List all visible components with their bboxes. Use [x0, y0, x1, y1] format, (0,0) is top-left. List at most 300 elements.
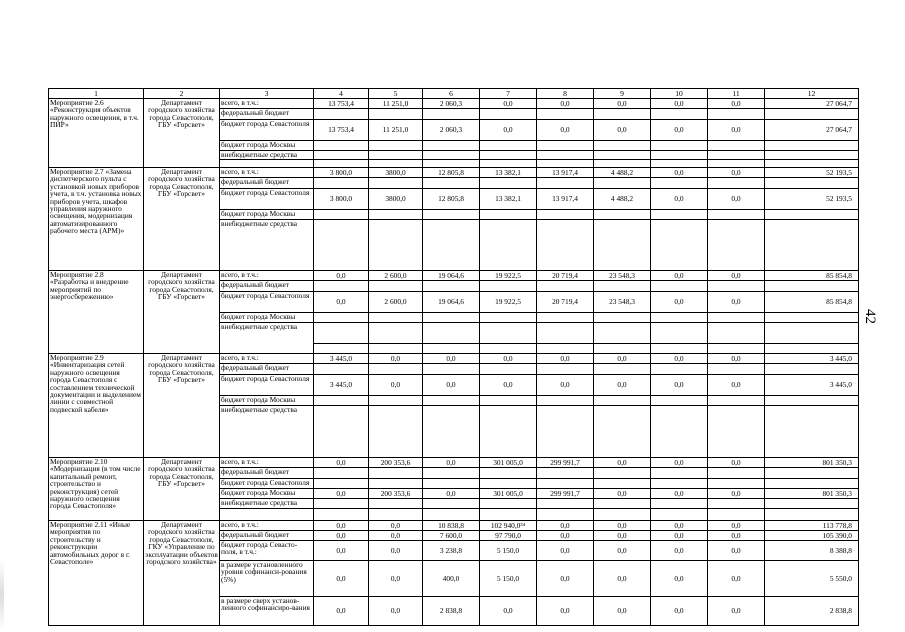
value-cell: 13 382,1	[480, 168, 537, 178]
empty-cell	[537, 323, 594, 344]
empty-cell	[423, 364, 480, 375]
value-cell: 12 805,8	[423, 189, 480, 210]
value-cell: 0,0	[651, 521, 708, 531]
value-cell: 13 917,4	[537, 168, 594, 178]
funding-label: бюджет города Севастополя	[220, 189, 314, 210]
funding-label: бюджет города Севастополя	[220, 292, 314, 313]
empty-cell	[594, 364, 651, 375]
value-cell: 2 600,0	[369, 292, 423, 313]
value-cell: 301 005,0	[480, 489, 537, 499]
empty-cell	[480, 178, 537, 189]
funding-label: бюджет города Севастополя	[220, 479, 314, 489]
empty-cell	[594, 210, 651, 220]
empty-cell	[369, 509, 423, 521]
value-cell: 0,0	[708, 189, 765, 210]
value-cell: 0,0	[537, 597, 594, 626]
value-cell: 0,0	[651, 168, 708, 178]
empty-cell	[480, 364, 537, 375]
empty-cell	[423, 468, 480, 479]
empty-cell	[765, 344, 859, 354]
empty-cell	[708, 141, 765, 151]
value-cell: 0,0	[314, 489, 369, 499]
funding-label: внебюджетные средства	[220, 499, 314, 509]
empty-cell	[651, 141, 708, 151]
empty-cell	[765, 479, 859, 489]
empty-cell	[480, 141, 537, 151]
empty-cell	[369, 281, 423, 292]
value-cell: 4 488,2	[594, 168, 651, 178]
funding-label: в размере установленного уровня софинанси-рования (5%)	[220, 561, 314, 597]
value-cell: 19 922,5	[480, 271, 537, 281]
empty-cell	[369, 220, 423, 271]
value-cell: 113 778,8	[765, 521, 859, 531]
value-cell: 19 922,5	[480, 292, 537, 313]
empty-cell	[765, 323, 859, 344]
empty-cell	[369, 141, 423, 151]
empty-cell	[594, 141, 651, 151]
empty-cell	[708, 479, 765, 489]
value-cell: 102 940,0³⁴	[480, 521, 537, 531]
empty-cell	[765, 313, 859, 323]
value-cell: 7 600,0	[423, 531, 480, 541]
measure-name: Мероприятие 2.6 «Реконструкция объектов наружного освещения, в т.ч. ПИР»	[49, 99, 144, 168]
funding-label: внебюджетные средства	[220, 406, 314, 458]
value-cell: 0,0	[651, 561, 708, 597]
value-cell: 0,0	[651, 189, 708, 210]
empty-cell	[480, 406, 537, 458]
empty-cell	[369, 364, 423, 375]
empty-cell	[480, 220, 537, 271]
empty-cell	[480, 160, 537, 168]
empty-cell	[594, 220, 651, 271]
value-cell: 801 350,3	[765, 489, 859, 499]
value-cell: 0,0	[708, 561, 765, 597]
empty-cell	[220, 509, 314, 521]
empty-cell	[765, 160, 859, 168]
empty-cell	[651, 323, 708, 344]
empty-cell	[594, 178, 651, 189]
empty-cell	[537, 141, 594, 151]
table-row	[49, 458, 859, 468]
value-cell: 0,0	[594, 561, 651, 597]
value-cell: 3 238,8	[423, 541, 480, 561]
value-cell: 0,0	[651, 271, 708, 281]
empty-cell	[314, 178, 369, 189]
value-cell: 0,0	[708, 168, 765, 178]
empty-cell	[314, 406, 369, 458]
value-cell: 200 353,6	[369, 458, 423, 468]
empty-cell	[765, 499, 859, 509]
value-cell: 0,0	[537, 375, 594, 396]
empty-cell	[651, 160, 708, 168]
empty-cell	[369, 109, 423, 120]
value-cell: 0,0	[708, 458, 765, 468]
empty-cell	[765, 178, 859, 189]
empty-cell	[708, 210, 765, 220]
empty-cell	[314, 468, 369, 479]
funding-label: бюджет города Севастополя	[220, 375, 314, 396]
executor: Департамент городского хозяйства города Севастополя, ГБУ «Горсвет»	[144, 168, 220, 271]
value-cell: 0,0	[708, 597, 765, 626]
funding-label: всего, в т.ч.:	[220, 99, 314, 109]
empty-cell	[220, 160, 314, 168]
empty-cell	[708, 281, 765, 292]
value-cell: 0,0	[314, 597, 369, 626]
funding-label: в размере сверх установ-ленного софинансиро-вания	[220, 597, 314, 626]
empty-cell	[314, 151, 369, 160]
funding-label: федеральный бюджет	[220, 109, 314, 120]
empty-cell	[765, 109, 859, 120]
scan-edge-shadow	[0, 560, 4, 630]
value-cell: 5 150,0	[480, 541, 537, 561]
value-cell: 5 550,0	[765, 561, 859, 597]
funding-label: всего, в т.ч.:	[220, 458, 314, 468]
value-cell: 0,0	[480, 99, 537, 109]
value-cell: 0,0	[480, 120, 537, 141]
empty-cell	[314, 141, 369, 151]
value-cell: 11 251,0	[369, 99, 423, 109]
value-cell: 0,0	[369, 541, 423, 561]
value-cell: 0,0	[708, 531, 765, 541]
value-cell: 13 917,4	[537, 189, 594, 210]
empty-cell	[314, 210, 369, 220]
empty-cell	[537, 109, 594, 120]
empty-cell	[537, 210, 594, 220]
value-cell: 2 838,8	[765, 597, 859, 626]
value-cell: 0,0	[369, 375, 423, 396]
value-cell: 0,0	[314, 541, 369, 561]
value-cell: 0,0	[708, 120, 765, 141]
empty-cell	[314, 323, 369, 344]
value-cell: 52 193,5	[765, 168, 859, 178]
header-cell: 9	[594, 89, 651, 99]
empty-cell	[708, 109, 765, 120]
empty-cell	[314, 313, 369, 323]
value-cell: 0,0	[594, 99, 651, 109]
empty-cell	[708, 178, 765, 189]
value-cell: 0,0	[594, 458, 651, 468]
empty-cell	[651, 313, 708, 323]
empty-cell	[537, 396, 594, 406]
value-cell: 400,0	[423, 561, 480, 597]
funding-label: бюджет города Севастополя	[220, 120, 314, 141]
empty-cell	[537, 479, 594, 489]
header-row	[49, 89, 859, 99]
empty-cell	[708, 220, 765, 271]
value-cell: 0,0	[480, 375, 537, 396]
executor: Департамент городского хозяйства города Севастополя, ГБУ «Горсвет»	[144, 99, 220, 168]
value-cell: 0,0	[423, 354, 480, 364]
value-cell: 299 991,7	[537, 489, 594, 499]
empty-cell	[369, 323, 423, 344]
empty-cell	[651, 151, 708, 160]
header-cell: 5	[369, 89, 423, 99]
funding-label: федеральный бюджет	[220, 468, 314, 479]
empty-cell	[480, 509, 537, 521]
measure-name: Мероприятие 2.9 «Инвентаризация сетей наружного освещения города Севастополя с составлением технической документации и выделением линии с совместной подвеской кабеля»	[49, 354, 144, 458]
value-cell: 0,0	[651, 354, 708, 364]
empty-cell	[594, 344, 651, 354]
empty-cell	[314, 479, 369, 489]
value-cell: 0,0	[708, 541, 765, 561]
empty-cell	[708, 406, 765, 458]
value-cell: 85 854,8	[765, 292, 859, 313]
empty-cell	[480, 479, 537, 489]
executor: Департамент городского хозяйства города Севастополя, ГБУ «Горсвет»	[144, 458, 220, 521]
value-cell: 0,0	[708, 271, 765, 281]
empty-cell	[765, 406, 859, 458]
empty-cell	[480, 499, 537, 509]
value-cell: 0,0	[708, 489, 765, 499]
empty-cell	[651, 406, 708, 458]
value-cell: 10 838,8	[423, 521, 480, 531]
empty-cell	[765, 141, 859, 151]
value-cell: 0,0	[651, 541, 708, 561]
empty-cell	[480, 323, 537, 344]
value-cell: 0,0	[594, 489, 651, 499]
value-cell: 0,0	[708, 354, 765, 364]
measure-name: Мероприятие 2.7 «Замена диспетчерского пульта с установкой новых приборов учета, в т.ч. установка новых приборов учета, шкафов управления наружного освещения, модернизация автоматизированного рабочего места (АРМ)»	[49, 168, 144, 271]
empty-cell	[594, 151, 651, 160]
empty-cell	[314, 160, 369, 168]
empty-cell	[651, 220, 708, 271]
value-cell: 0,0	[708, 521, 765, 531]
empty-cell	[369, 151, 423, 160]
value-cell: 200 353,6	[369, 489, 423, 499]
value-cell: 0,0	[594, 120, 651, 141]
empty-cell	[314, 220, 369, 271]
value-cell: 13 753,4	[314, 120, 369, 141]
empty-cell	[594, 323, 651, 344]
value-cell: 0,0	[537, 120, 594, 141]
empty-cell	[423, 499, 480, 509]
value-cell: 0,0	[423, 489, 480, 499]
empty-cell	[537, 406, 594, 458]
measure-name: Мероприятие 2.8 «Разработка и внедрение мероприятий по энергосбережению»	[49, 271, 144, 354]
empty-cell	[594, 109, 651, 120]
empty-cell	[314, 499, 369, 509]
empty-cell	[369, 479, 423, 489]
value-cell: 3 445,0	[314, 354, 369, 364]
value-cell: 0,0	[651, 120, 708, 141]
value-cell: 0,0	[369, 531, 423, 541]
value-cell: 4 488,2	[594, 189, 651, 210]
value-cell: 0,0	[537, 521, 594, 531]
value-cell: 0,0	[423, 458, 480, 468]
table-row	[49, 521, 859, 531]
empty-cell	[369, 178, 423, 189]
funding-label: внебюджетные средства	[220, 151, 314, 160]
empty-cell	[423, 406, 480, 458]
empty-cell	[765, 210, 859, 220]
empty-cell	[537, 151, 594, 160]
empty-cell	[765, 281, 859, 292]
empty-cell	[314, 109, 369, 120]
value-cell: 27 064,7	[765, 99, 859, 109]
empty-cell	[537, 344, 594, 354]
value-cell: 3 445,0	[765, 354, 859, 364]
value-cell: 301 005,0	[480, 458, 537, 468]
value-cell: 13 753,4	[314, 99, 369, 109]
table-row	[49, 354, 859, 364]
value-cell: 0,0	[369, 561, 423, 597]
value-cell: 0,0	[369, 521, 423, 531]
value-cell: 0,0	[594, 531, 651, 541]
value-cell: 0,0	[480, 597, 537, 626]
funding-label: бюджет города Москвы	[220, 313, 314, 323]
header-cell: 6	[423, 89, 480, 99]
value-cell: 3 800,0	[314, 168, 369, 178]
empty-cell	[594, 281, 651, 292]
empty-cell	[651, 364, 708, 375]
empty-cell	[369, 344, 423, 354]
empty-cell	[480, 396, 537, 406]
value-cell: 0,0	[594, 354, 651, 364]
value-cell: 3 800,0	[314, 189, 369, 210]
empty-cell	[651, 396, 708, 406]
value-cell: 11 251,0	[369, 120, 423, 141]
page-number: 42	[862, 309, 878, 324]
empty-cell	[369, 210, 423, 220]
value-cell: 97 790,0	[480, 531, 537, 541]
empty-cell	[594, 160, 651, 168]
value-cell: 2 838,8	[423, 597, 480, 626]
empty-cell	[537, 160, 594, 168]
empty-cell	[480, 151, 537, 160]
value-cell: 85 854,8	[765, 271, 859, 281]
empty-cell	[708, 509, 765, 521]
empty-cell	[369, 313, 423, 323]
value-cell: 23 548,3	[594, 292, 651, 313]
empty-cell	[423, 178, 480, 189]
empty-cell	[423, 479, 480, 489]
value-cell: 0,0	[537, 531, 594, 541]
funding-label: федеральный бюджет	[220, 364, 314, 375]
value-cell: 0,0	[594, 541, 651, 561]
value-cell: 23 548,3	[594, 271, 651, 281]
empty-cell	[423, 109, 480, 120]
executor: Департамент городского хозяйства города Севастополя, ГБУ «Горсвет»	[144, 271, 220, 354]
measure-name: Мероприятие 2.11 «Иные мероприятия по строительству и реконструкции автомобильных дорог в г. Севастополе»	[49, 521, 144, 626]
funding-label: всего, в т.ч.:	[220, 168, 314, 178]
funding-label: бюджет города Москвы	[220, 141, 314, 151]
empty-cell	[594, 406, 651, 458]
executor: Департамент городского хозяйства города Севастополя, ГБУ «Горсвет»	[144, 354, 220, 458]
funding-label: федеральный бюджет	[220, 531, 314, 541]
value-cell: 0,0	[314, 531, 369, 541]
empty-cell	[594, 509, 651, 521]
empty-cell	[314, 364, 369, 375]
empty-cell	[765, 468, 859, 479]
value-cell: 0,0	[651, 597, 708, 626]
value-cell: 3800,0	[369, 168, 423, 178]
empty-cell	[765, 151, 859, 160]
value-cell: 801 350,3	[765, 458, 859, 468]
value-cell: 0,0	[314, 521, 369, 531]
empty-cell	[537, 364, 594, 375]
empty-cell	[423, 396, 480, 406]
value-cell: 0,0	[651, 99, 708, 109]
empty-cell	[765, 220, 859, 271]
value-cell: 0,0	[423, 375, 480, 396]
funding-label: бюджет города Москвы	[220, 210, 314, 220]
empty-cell	[594, 468, 651, 479]
executor: Департамент городского хозяйства города Севастополя, ГКУ «Управление по эксплуатации объектов городского хозяйства»	[144, 521, 220, 626]
funding-label: внебюджетные средства	[220, 220, 314, 271]
empty-cell	[480, 109, 537, 120]
measure-name: Мероприятие 2.10 «Модернизация (в том числе капитальный ремонт, строительство и реконструкция) сетей наружного освещения города Севастополя»	[49, 458, 144, 521]
value-cell: 0,0	[480, 354, 537, 364]
value-cell: 27 064,7	[765, 120, 859, 141]
value-cell: 5 150,0	[480, 561, 537, 597]
value-cell: 0,0	[537, 541, 594, 561]
value-cell: 0,0	[651, 292, 708, 313]
empty-cell	[708, 364, 765, 375]
header-cell: 7	[480, 89, 537, 99]
value-cell: 0,0	[651, 531, 708, 541]
empty-cell	[314, 344, 369, 354]
value-cell: 8 388,8	[765, 541, 859, 561]
empty-cell	[651, 281, 708, 292]
empty-cell	[314, 396, 369, 406]
value-cell: 0,0	[537, 561, 594, 597]
empty-cell	[708, 344, 765, 354]
header-cell: 10	[651, 89, 708, 99]
empty-cell	[708, 323, 765, 344]
value-cell: 0,0	[537, 99, 594, 109]
funding-label: всего, в т.ч.:	[220, 354, 314, 364]
empty-cell	[651, 509, 708, 521]
header-cell: 2	[144, 89, 220, 99]
empty-cell	[651, 109, 708, 120]
empty-cell	[369, 499, 423, 509]
table-row	[49, 99, 859, 109]
funding-label: всего, в т.ч.:	[220, 271, 314, 281]
header-cell: 3	[220, 89, 314, 99]
empty-cell	[369, 406, 423, 458]
value-cell: 299 991,7	[537, 458, 594, 468]
empty-cell	[423, 210, 480, 220]
value-cell: 0,0	[708, 292, 765, 313]
value-cell: 3 445,0	[765, 375, 859, 396]
empty-cell	[480, 313, 537, 323]
funding-label: федеральный бюджет	[220, 178, 314, 189]
empty-cell	[480, 281, 537, 292]
empty-cell	[423, 220, 480, 271]
funding-label: федеральный бюджет	[220, 281, 314, 292]
table-row	[49, 271, 859, 281]
empty-cell	[651, 344, 708, 354]
empty-cell	[423, 344, 480, 354]
empty-cell	[423, 281, 480, 292]
value-cell: 52 193,5	[765, 189, 859, 210]
empty-cell	[594, 499, 651, 509]
empty-cell	[314, 281, 369, 292]
funding-table	[48, 88, 859, 626]
empty-cell	[708, 396, 765, 406]
empty-cell	[480, 210, 537, 220]
empty-cell	[423, 141, 480, 151]
funding-label: всего, в т.ч.:	[220, 521, 314, 531]
empty-cell	[708, 151, 765, 160]
empty-cell	[708, 499, 765, 509]
empty-cell	[537, 499, 594, 509]
empty-cell	[423, 509, 480, 521]
empty-cell	[423, 313, 480, 323]
value-cell: 0,0	[314, 561, 369, 597]
empty-cell	[765, 364, 859, 375]
header-cell: 1	[49, 89, 144, 99]
